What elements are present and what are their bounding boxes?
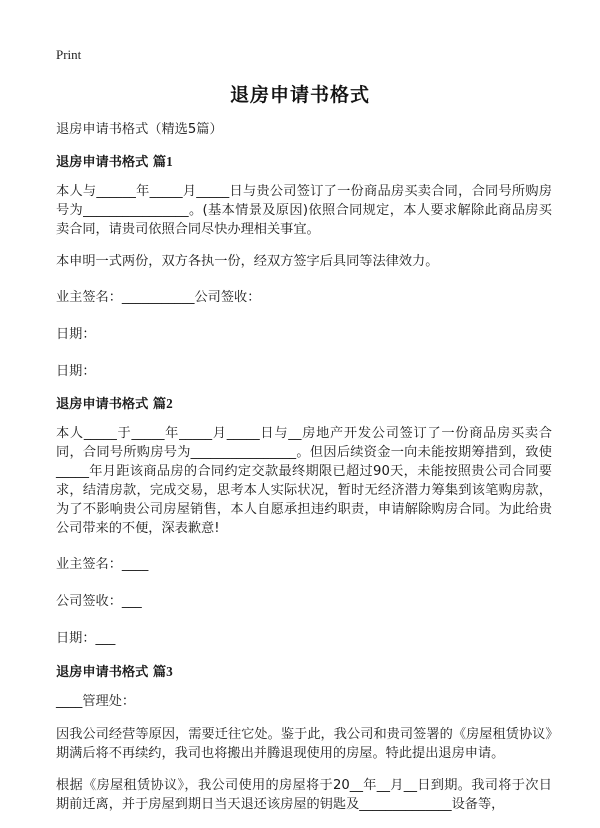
section-3-paragraph-2: 根据《房屋租赁协议》，我公司使用的房屋将于20__年__月__日到期。我司将于次日期前迁离，并于房屋到期日当天退还该房屋的钥匙及______________设备等， [56, 778, 552, 812]
section-number: 1 [166, 154, 173, 169]
document-title: 退房申请书格式 [229, 84, 370, 106]
date-line: 日期：___ [56, 631, 116, 646]
section-heading-text: 退房申请书格式 篇 [56, 155, 167, 170]
section-2-paragraph-1: 本人_____于_____年_____月_____日与__房地产开发公司签订了一份商品房买卖合同，合同号所购房号为________________。但因后续资金一向未能按期筹措到，致使_____年月距该商品房的合同约定交款最终期限已超过90天，未能按照贵公司合同要求，结清房款，完成交易，思考本人实际状况，暂时无经济潜力筹集到该笔购房款，为了不影响贵公司房屋销售，本人自愿承担违约职责，申请解除购房合同。为此给贵公司带来的不便，深表歉意! [56, 426, 552, 536]
section-heading-2 [56, 394, 552, 414]
section-heading-3 [56, 662, 552, 682]
document-subtitle: 退房申请书格式（精选5篇） [56, 122, 223, 137]
section-1-paragraph-2: 本申明一式两份，双方各执一份，经双方签字后具同等法律效力。 [56, 254, 439, 269]
section-heading-text: 退房申请书格式 篇 [56, 397, 167, 412]
print-label: Print [56, 47, 82, 62]
section-3-paragraph-1: 因我公司经营等原因，需要迁往它处。鉴于此，我公司和贵司签署的《房屋租赁协议》期满后将不再续约，我司也将搬出并腾退现使用的房屋。特此提出退房申请。 [56, 727, 552, 761]
section-1-paragraph-1: 本人与______年_____月_____日与贵公司签订了一份商品房买卖合同，合同号所购房号为________________。(基本情景及原因)依照合同规定，本人要求解除此商品房买卖合同，请贵司依照合同尽快办理相关事宜。 [56, 184, 552, 237]
document-body [56, 120, 552, 827]
section-heading-1 [56, 152, 552, 172]
date-line: 日期： [56, 364, 96, 379]
section-number: 2 [166, 396, 173, 411]
owner-signature-line: 业主签名：___________公司签收： [56, 290, 261, 305]
date-line: 日期： [56, 327, 96, 342]
company-receipt-line: 公司签收：___ [56, 594, 142, 609]
addressee-line: ____管理处： [56, 694, 136, 709]
section-heading-text: 退房申请书格式 篇 [56, 665, 167, 680]
section-number: 3 [166, 664, 173, 679]
owner-signature-line: 业主签名：____ [56, 557, 149, 572]
